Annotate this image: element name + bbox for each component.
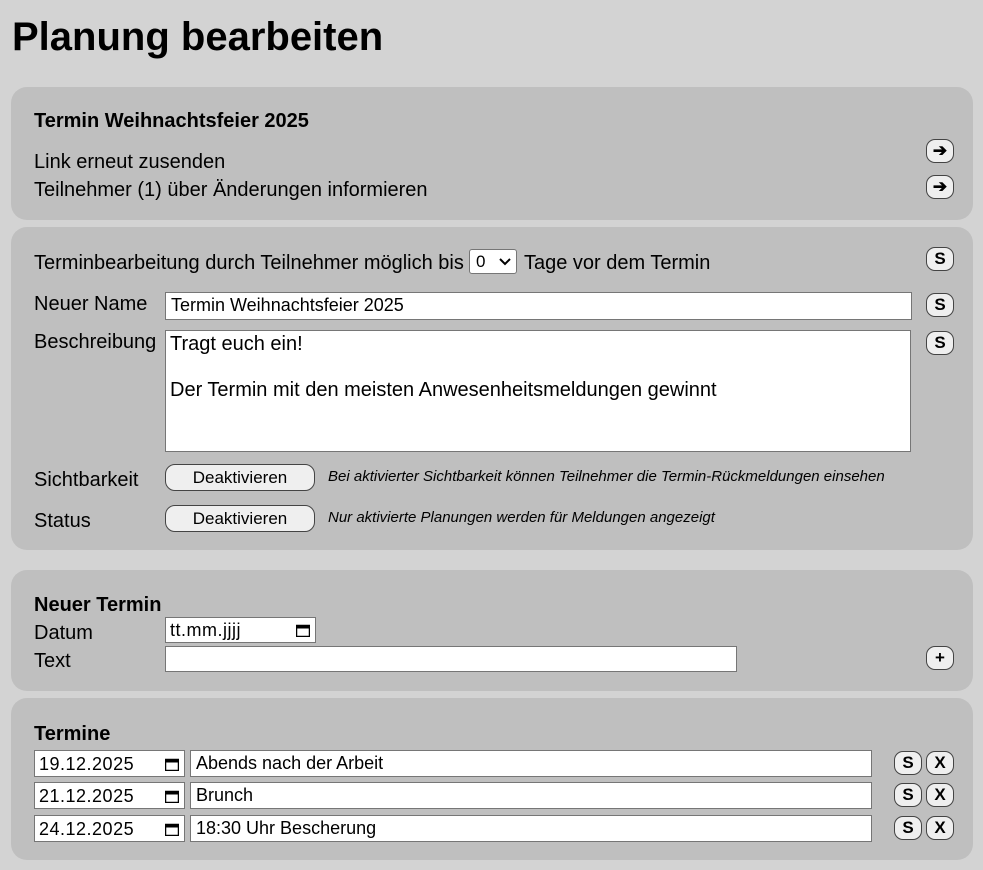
calendar-icon (165, 790, 179, 803)
date-text-input[interactable]: 18:30 Uhr Bescherung (190, 815, 872, 842)
arrow-right-icon: ➔ (932, 177, 948, 196)
edit-until-suffix: Tage vor dem Termin (524, 252, 711, 274)
edit-until-select[interactable] (469, 249, 517, 274)
notify-participants-label: Teilnehmer (1) über Änderungen informieren (34, 179, 428, 201)
edit-until-prefix: Terminbearbeitung durch Teilnehmer möglich bis (34, 252, 464, 274)
new-date-heading: Neuer Termin (34, 594, 162, 616)
date-input[interactable] (34, 815, 185, 842)
dates-panel (11, 698, 973, 860)
chevron-down-icon (499, 258, 511, 266)
new-date-input[interactable] (165, 617, 316, 643)
page-title: Planung bearbeiten (12, 15, 384, 59)
date-text-input[interactable]: Brunch (190, 782, 872, 809)
new-date-text-input[interactable] (165, 646, 737, 672)
date-input[interactable] (34, 750, 185, 777)
info-panel (11, 87, 973, 220)
save-date-button[interactable]: S (894, 783, 922, 807)
visibility-label: Sichtbarkeit (34, 469, 139, 491)
visibility-hint: Bei aktivierter Sichtbarkeit können Teilnehmer die Termin-Rückmeldungen einsehen (328, 468, 885, 485)
date-value: 24.12.2025 (39, 819, 135, 839)
settings-panel (11, 227, 973, 550)
date-input[interactable] (34, 782, 185, 809)
info-heading: Termin Weihnachtsfeier 2025 (34, 110, 309, 132)
save-date-button[interactable]: S (894, 816, 922, 840)
save-name-button[interactable]: S (926, 293, 954, 317)
name-label: Neuer Name (34, 293, 148, 315)
date-value: 19.12.2025 (39, 754, 135, 774)
arrow-right-icon: ➔ (932, 141, 948, 160)
resend-link-label: Link erneut zusenden (34, 151, 226, 173)
new-date-panel (11, 570, 973, 691)
add-date-button[interactable]: + (926, 646, 954, 670)
dates-heading: Termine (34, 723, 111, 745)
save-edit-until-button[interactable]: S (926, 247, 954, 271)
status-label: Status (34, 510, 91, 532)
status-toggle-button[interactable]: Deaktivieren (165, 505, 315, 532)
description-textarea[interactable] (165, 330, 911, 452)
description-label: Beschreibung (34, 331, 157, 353)
date-text-input[interactable]: Abends nach der Arbeit (190, 750, 872, 777)
calendar-icon (165, 823, 179, 836)
status-hint: Nur aktivierte Planungen werden für Meldungen angezeigt (328, 509, 715, 526)
date-placeholder: tt.mm.jjjj (170, 620, 241, 640)
calendar-icon (296, 624, 310, 637)
notify-participants-button[interactable] (926, 175, 954, 199)
visibility-toggle-button[interactable]: Deaktivieren (165, 464, 315, 491)
date-label: Datum (34, 622, 93, 644)
save-description-button[interactable]: S (926, 331, 954, 355)
calendar-icon (165, 758, 179, 771)
save-date-button[interactable]: S (894, 751, 922, 775)
date-value: 21.12.2025 (39, 786, 135, 806)
edit-until-value: 0 (476, 252, 486, 271)
delete-date-button[interactable]: X (926, 751, 954, 775)
name-input[interactable]: Termin Weihnachtsfeier 2025 (165, 292, 912, 320)
delete-date-button[interactable]: X (926, 783, 954, 807)
delete-date-button[interactable]: X (926, 816, 954, 840)
text-label: Text (34, 650, 71, 672)
resend-link-button[interactable] (926, 139, 954, 163)
